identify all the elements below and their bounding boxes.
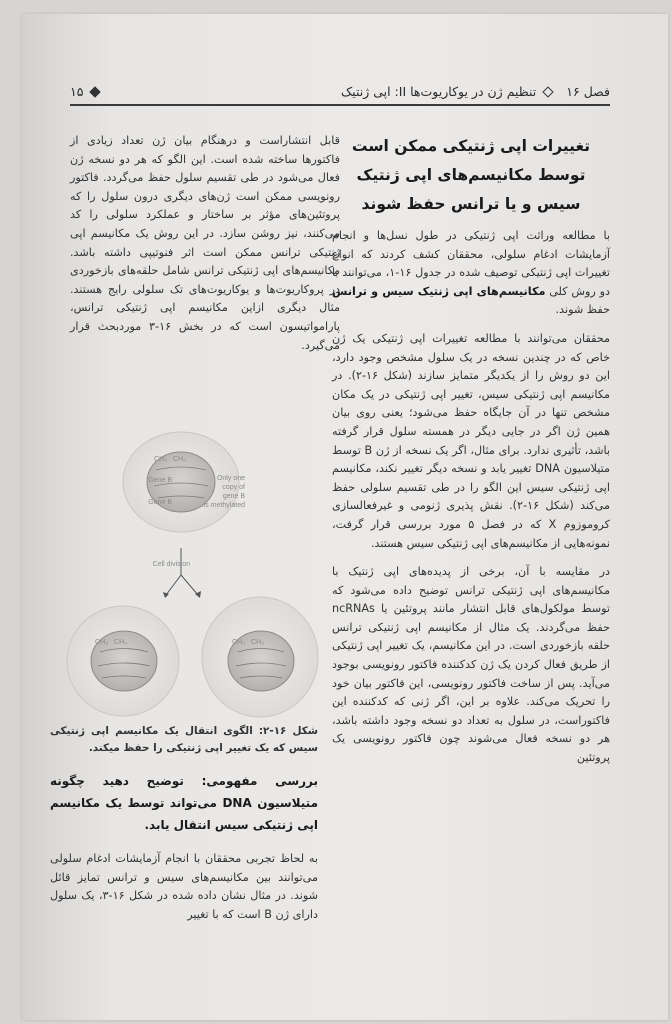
parent-cell bbox=[123, 432, 239, 532]
left-column-tail bbox=[50, 850, 318, 934]
note-line: copy of bbox=[222, 484, 245, 491]
methyl-label: CH₃ bbox=[154, 456, 167, 463]
division-label: Cell division bbox=[152, 561, 190, 568]
cell-division-diagram bbox=[48, 430, 323, 730]
paragraph-text: حفظ شوند. bbox=[555, 303, 610, 317]
note-line: Only one bbox=[216, 475, 245, 482]
daughter-cell-right bbox=[202, 597, 318, 717]
paragraph: به لحاظ تجربی محققان با انجام آزمایشات ادغام سلولی می‌توانند بین مکانیسم‌های سیس و ترانس تمایز قائل شوند. در مثال نشان داده شده در شکل ۱۶-۳، یک سلول دارای ژن B است که با تغییر bbox=[50, 852, 318, 921]
methyl-label: CH₃ bbox=[95, 639, 108, 646]
right-column bbox=[332, 132, 610, 778]
methyl-label: CH₃ bbox=[114, 639, 127, 646]
heading-line: توسط مکانیسم‌های اپی ژنتیک bbox=[356, 166, 586, 184]
paragraph: در مقایسه با آن، برخی از پدیده‌های اپی ژنتیک با مکانیسم‌های اپی ژنتیکی ترانس توضیح داده می‌شود که توسط مولکول‌های قابل انتشار مانند پروتئین یا ncRNAs حفظ می‌گردند. یک مثال از مکانیسم اپی ژنتیکی ترانس حلقه بازخوردی است. در این مکانیسم، یک تغییر اپی ژنتیکی از طریق فعال کردن یک ژن کدکننده فاکتور رونویسی بوجود می‌آید. پس از ساخت فاکتور رونویسی، این فاکتور بیان خود را تحریک می‌کند. علاوه بر این، اگر ژنی که کدکننده این فاکتوراست، در سلول به تعداد دو نسخه وجود داشته باشد، هر دو نسخه فعال می‌شوند چون فاکتور رونویسی یک پروتئین bbox=[332, 565, 610, 765]
paragraph: محققان می‌توانند با مطالعه تغییرات اپی ژنتیکی یک ژن خاص که در چندین نسخه در یک سلول مشخص وجود دارد، این دو روش را از یکدیگر متمایز سازند (شکل ۱۶-۲). در مکانیسم اپی ژنتیکی سیس، تغییر اپی ژنتیکی در یک مکان مشخص تنها در آن جایگاه حفظ می‌شود؛ یعنی روی بیان همین ژن اگر در جایی دیگر در همسته سلول قرار گرفته باشد، تأثیری ندارد. برای مثال، اگر یک نسخه از ژن B توسط متیلاسیون DNA تغییر یابد و نسخه دیگر تغییر نکند، مکانیسم اپی ژنتیکی سیس این الگو را در طی تقسیم سلولی حفظ می‌کند (شکل ۱۶-۲). نقش پذیری ژنومی و غیرفعالسازی کروموزوم X که در فصل ۵ مورد بررسی قرار گرفت، نمونه‌هایی از مکانیسم‌های اپی ژنتیکی سیس هستند. bbox=[332, 331, 610, 550]
chapter-title: تنظیم ژن در یوکاریوت‌ها II: اپی ژنتیک bbox=[340, 84, 537, 99]
heading-line: تغییرات اپی ژنتیکی ممکن است bbox=[351, 137, 591, 155]
methyl-label: CH₃ bbox=[232, 639, 245, 646]
paragraph: قابل انتشاراست و درهنگام بیان ژن تعداد زیادی از فاکتورها ساخته شده است. این الگو که هر دو نسخه ژن فعال می‌شود در طی تقسیم سلول حفظ می‌گردد. فاکتور رونویسی ممکن است ژن‌های دیگری درون سلول را که پروتئین‌های مؤثر بر ساختار و عملکرد سلولی را کد می‌کنند، نیز روشن سازد. در این روش یک مکانیسم اپی ژنتیکی ترانس ممکن است اثر فنوتیپی داشته باشد. مکانیسم‌های اپی ژنتیکی ترانس شامل حلقه‌های بازخوردی در پروکاریوت‌ها و یوکاریوت‌های تک سلولی رایج هستند. مثال دیگری ازاین مکانیسم اپی ژنتیکی ترانس، پارامواتیسون است که در بخش ۱۶-۳ موردبحث قرار می‌گیرد. bbox=[70, 134, 341, 352]
gene-label: Gene B bbox=[148, 477, 172, 484]
methyl-label: CH₃ bbox=[251, 639, 264, 646]
figure-caption: شکل ۱۶-۲: الگوی انتقال یک مکانیسم اپی ژنتیکی سیس که یک تغییر اپی ژنتیکی را حفظ میکند. bbox=[50, 725, 318, 754]
bold-term: مکانیسم‌های اپی ژنتیک سیس و ترانس bbox=[332, 284, 546, 298]
page-number: ۱۵ bbox=[70, 84, 84, 99]
diamond-filled-icon bbox=[90, 86, 101, 97]
diamond-outline-icon bbox=[543, 86, 554, 97]
division-arrows bbox=[153, 548, 201, 598]
paragraph bbox=[332, 227, 610, 320]
paragraph-text: با مطالعه وراثت اپی ژنتیکی در طول نسل‌ها و انجام آزمایشات ادغام سلولی، محققان کشف کردند که انواع تغییرات اپی ژنتیکی توصیف شده در جدول ۱۶-۱، می‌توانند با دو روش کلی bbox=[332, 229, 610, 298]
running-header bbox=[70, 80, 610, 106]
left-column bbox=[70, 132, 340, 365]
note-line: is methylated. bbox=[201, 502, 245, 509]
methyl-label: CH₃ bbox=[173, 456, 186, 463]
note-line: gene B bbox=[222, 493, 245, 500]
daughter-cell-left bbox=[67, 606, 179, 716]
section-heading bbox=[332, 132, 610, 219]
concept-review: بررسی مفهومی: توضیح دهید چگونه متیلاسیون DNA می‌تواند توسط یک مکانیسم اپی ژنتیکی سیس انتقال یابد. bbox=[50, 774, 319, 832]
figure-16-2 bbox=[48, 430, 323, 730]
gene-label: Gene B bbox=[148, 499, 172, 506]
heading-line: سیس و یا ترانس حفظ شوند bbox=[361, 195, 581, 213]
chapter-label: فصل ۱۶ bbox=[566, 84, 610, 99]
